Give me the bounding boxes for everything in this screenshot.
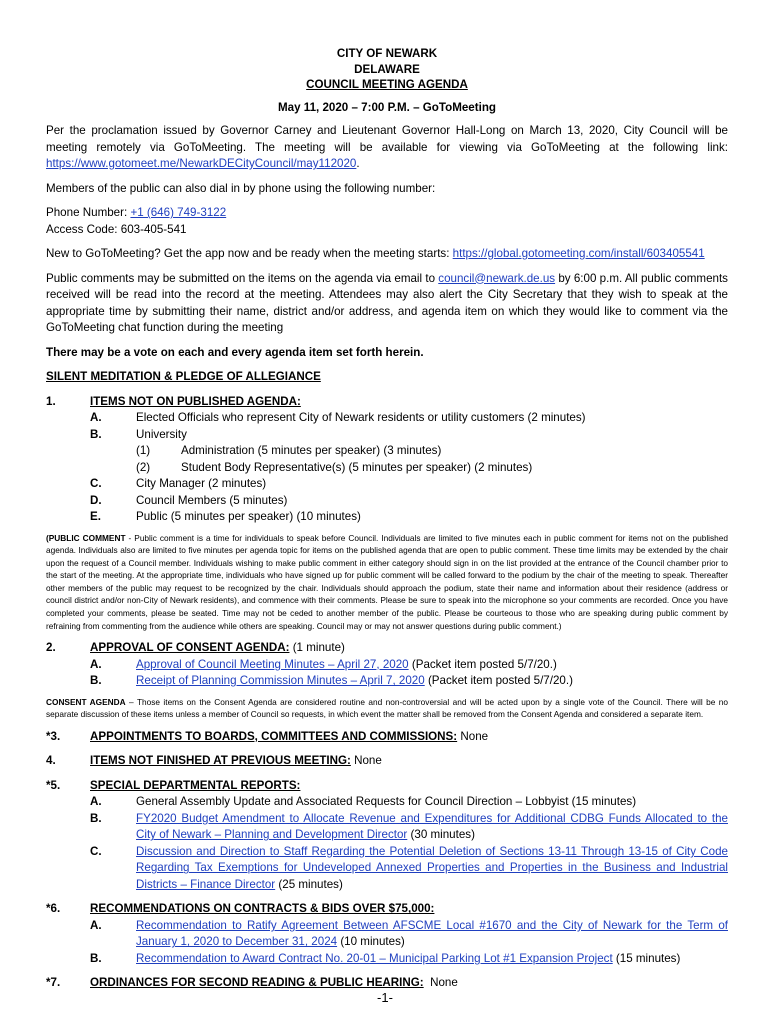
item-text (136, 951, 728, 968)
silent-meditation-heading: SILENT MEDITATION & PLEDGE OF ALLEGIANCE (46, 370, 321, 383)
section-title: ORDINANCES FOR SECOND READING & PUBLIC HEARING: (90, 976, 424, 990)
afscme-agreement-link[interactable]: Recommendation to Ratify Agreement Between AFSCME Local #1670 and the City of Newark for the Term of January 1, 2020 to December 31, 2024 (136, 918, 728, 949)
parking-contract-link[interactable]: Recommendation to Award Contract No. 20-01 – Municipal Parking Lot #1 Expansion Project (136, 951, 613, 965)
item-suffix: (Packet item posted 5/7/20.) (408, 657, 557, 671)
consent-agenda-note (46, 696, 728, 721)
access-code: Access Code: 603-405-541 (46, 222, 187, 236)
agenda-item (90, 918, 728, 951)
proclamation-text: Per the proclamation issued by Governor Carney and Lieutenant Governor Hall-Long on March 13, 2020, City Council will be meeting remotely via GoToMeeting. The meeting will be available for viewing via GoToMeeting at the following link: (46, 124, 728, 154)
note-text: - Public comment is a time for individuals to speak before Council. Individuals are limited to five minutes each in public comment for items not on the published agenda. Individuals also are limited to five minutes per agenda topic for items on the published agenda that are open to public comment. These time limits may be extended by the chair upon the request of a Council member. Individuals wishing to make public comment in either category should sign in on the list provided at the entrance of the Council chamber prior to the start of the meeting. At the appropriate time, individuals who have signed up for public comment will be called forward to the podium by the chair of the meeting to speak. Thereafter other members of the public may request to be recognized by the chair. Individuals should approach the podium, state their name and information about their residence (address or council district and/or non-City of Newark residents), and commence with their comments. Please be sure to speak into the microphone so your comments are recorded. Once you have completed your comments, please be seated. Time may not be ceded to another member of the public. Please be courteous to those who are speaking during public comment by refraining from commenting from the audience while others are speaking. Council may or may not answer questions during public comment.) (46, 532, 728, 631)
section-suffix: None (350, 754, 382, 768)
section-title: APPOINTMENTS TO BOARDS, COMMITTEES AND COMMISSIONS: (90, 729, 458, 743)
agenda-item (90, 476, 728, 493)
item-letter: B. (90, 674, 102, 688)
meeting-link[interactable]: https://www.gotomeet.me/NewarkDECityCouncil/may112020 (46, 157, 357, 170)
item-letter: A. (90, 795, 102, 809)
section-2 (46, 640, 728, 690)
section-suffix: None (457, 729, 489, 743)
item-letter: B. (90, 427, 102, 441)
section-3 (46, 729, 728, 746)
item-letter: D. (90, 493, 102, 507)
subitem-number: (2) (136, 460, 151, 474)
document-header (46, 46, 728, 115)
item-letter: E. (90, 510, 101, 523)
tax-exemptions-link[interactable]: Discussion and Direction to Staff Regarding the Potential Deletion of Sections 13-11 Through 13-15 of City Code Regarding Tax Exemptions for Undeveloped Annexed Properties and Properties in the Business and Industrial Districts – Finance Director (136, 844, 728, 891)
item-letter: C. (90, 844, 102, 858)
item-letter: A. (90, 918, 102, 932)
item-letter: C. (90, 477, 102, 490)
section-number: *3. (46, 729, 61, 743)
page-number: -1- (377, 990, 393, 1005)
agenda-page (46, 46, 728, 992)
item-text (136, 844, 728, 894)
item-suffix: (30 minutes) (407, 828, 475, 842)
section-number: 1. (46, 394, 56, 408)
agenda-item (90, 673, 728, 690)
install-text: New to GoToMeeting? Get the app now and be ready when the meeting starts: (46, 247, 453, 260)
section-heading (90, 753, 728, 770)
item-text (136, 811, 728, 844)
phone-link[interactable]: +1 (646) 749-3122 (130, 206, 227, 219)
agenda-subitem (136, 443, 728, 460)
section-4 (46, 753, 728, 770)
public-comment-note (46, 532, 728, 633)
item-text: General Assembly Update and Associated Requests for Council Direction – Lobbyist (15 minutes) (136, 795, 637, 809)
item-letter: A. (90, 657, 102, 671)
agenda-item (90, 844, 728, 894)
install-paragraph (46, 246, 728, 263)
agenda-title: COUNCIL MEETING AGENDA (306, 78, 468, 91)
item-letter: A. (90, 411, 102, 424)
item-letter: B. (90, 811, 102, 825)
dial-in-paragraph: Members of the public can also dial in by phone using the following number: (46, 181, 436, 195)
vote-note: There may be a vote on each and every agenda item set forth herein. (46, 345, 424, 359)
item-suffix: (10 minutes) (337, 935, 405, 949)
item-suffix: (15 minutes) (612, 951, 681, 965)
note-label: (PUBLIC COMMENT (46, 532, 126, 543)
proclamation-end: . (356, 157, 360, 170)
subitem-text: Administration (5 minutes per speaker) (3 minutes) (181, 444, 442, 457)
section-number: *5. (46, 778, 61, 792)
section-1 (46, 394, 728, 526)
agenda-item (90, 427, 728, 444)
minutes-link[interactable]: Approval of Council Meeting Minutes – April 27, 2020 (136, 657, 409, 671)
phone-block (46, 205, 728, 238)
public-comments-end: by 6:00 p.m. All public comments received will be read into the record at the meeting. Attendees may also alert the City Secretary that they wish to speak at the appropriate time by submitting their name, district and/or address, and agenda item on which they would like to comment via the GoToMeeting chat function during the meeting (46, 271, 728, 334)
planning-minutes-link[interactable]: Receipt of Planning Commission Minutes – April 7, 2020 (136, 674, 425, 688)
item-text: Public (5 minutes per speaker) (10 minutes) (136, 510, 361, 523)
proclamation-paragraph (46, 123, 728, 173)
item-suffix: (Packet item posted 5/7/20.) (424, 674, 573, 688)
section-title: ITEMS NOT ON PUBLISHED AGENDA: (90, 394, 301, 408)
agenda-item (90, 657, 728, 674)
section-number: *6. (46, 902, 61, 916)
item-text: Elected Officials who represent City of Newark residents or utility customers (2 minutes) (136, 411, 586, 424)
section-heading (90, 729, 728, 746)
item-text (136, 657, 728, 674)
install-link[interactable]: https://global.gotomeeting.com/install/603405541 (452, 247, 705, 260)
subitem-number: (1) (136, 444, 151, 457)
council-email-link[interactable]: council@newark.de.us (438, 271, 556, 285)
section-title: SPECIAL DEPARTMENTAL REPORTS: (90, 778, 301, 792)
item-suffix: (25 minutes) (275, 877, 343, 891)
budget-amendment-link[interactable]: FY2020 Budget Amendment to Allocate Revenue and Expenditures for Additional CDBG Funds Allocated to the City of Newark – Planning and Development Director (136, 811, 728, 842)
agenda-item (90, 410, 728, 427)
city-name: CITY OF NEWARK (336, 47, 438, 60)
subitem-text: Student Body Representative(s) (5 minutes per speaker) (2 minutes) (181, 460, 533, 474)
item-text: Council Members (5 minutes) (136, 493, 288, 507)
agenda-item (90, 509, 728, 526)
agenda-item (90, 493, 728, 510)
public-comments-text: Public comments may be submitted on the items on the agenda via email to (46, 271, 439, 285)
section-suffix: None (423, 976, 458, 990)
public-comments-paragraph (46, 271, 728, 337)
section-6 (46, 901, 728, 967)
section-title: ITEMS NOT FINISHED AT PREVIOUS MEETING: (90, 754, 351, 768)
section-title: APPROVAL OF CONSENT AGENDA: (90, 641, 290, 655)
section-number: 2. (46, 641, 56, 655)
note-label: CONSENT AGENDA (46, 696, 126, 707)
section-number: *7. (46, 976, 61, 990)
agenda-item (90, 811, 728, 844)
section-5 (46, 778, 728, 894)
note-text: – Those items on the Consent Agenda are considered routine and non-controversial and will be acted upon by a single vote of the Council. There will be no separate discussion of these items unless a member of Council so requests, in which event the matter shall be removed from the Consent Agenda and considered a separate item. (46, 696, 728, 720)
item-text: University (136, 427, 187, 441)
agenda-subitem (136, 460, 728, 477)
item-text (136, 918, 728, 951)
item-text (136, 673, 728, 690)
section-suffix: (1 minute) (289, 641, 345, 655)
section-heading (90, 640, 728, 657)
phone-label: Phone Number: (46, 206, 131, 219)
item-text: City Manager (2 minutes) (136, 477, 267, 490)
meeting-date: May 11, 2020 – 7:00 P.M. – GoToMeeting (277, 100, 496, 114)
section-title: RECOMMENDATIONS ON CONTRACTS & BIDS OVER $75,000: (90, 902, 435, 916)
agenda-item (90, 951, 728, 968)
item-letter: B. (90, 951, 102, 965)
section-number: 4. (46, 754, 56, 768)
state-name: DELAWARE (354, 62, 420, 76)
agenda-item (90, 794, 728, 811)
